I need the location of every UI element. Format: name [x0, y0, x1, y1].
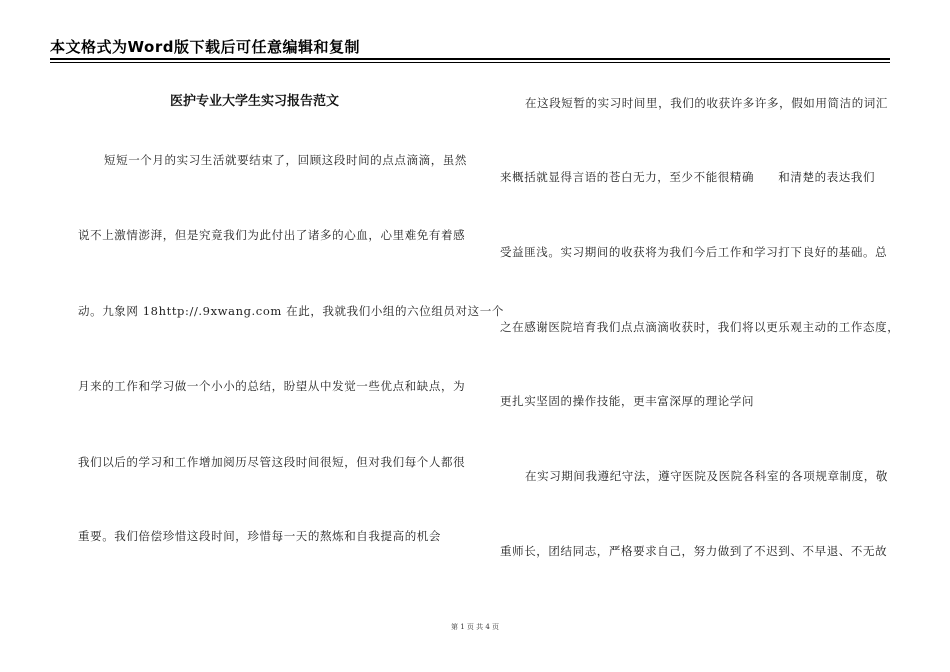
- left-line-6: 重要。我们倍偿珍惜这段时间，珍惜每一天的熬炼和自我提高的机会: [78, 529, 441, 543]
- left-line-3: 动。九象网 18http://.9xwang.com 在此，我就我们小组的六位组员对这一个: [78, 304, 504, 318]
- right-line-7: 重师长，团结同志，严格要求自己，努力做到了不迟到、不早退、不无故: [500, 544, 888, 558]
- right-line-2: 来概括就显得言语的苍白无力，至少不能很精确 和清楚的表达我们: [500, 170, 876, 184]
- page-number: 第 1 页 共 4 页: [450, 623, 500, 631]
- right-line-4: 之在感谢医院培育我们点点滴滴收获时，我们将以更乐观主动的工作态度，: [500, 320, 900, 334]
- right-line-6: 在实习期间我遵纪守法，遵守医院及医院各科室的各项规章制度，敬: [525, 469, 888, 483]
- header-rule: [50, 58, 890, 60]
- document-title: 医护专业大学生实习报告范文: [170, 94, 340, 109]
- left-line-5: 我们以后的学习和工作增加阅历尽管这段时间很短，但对我们每个人都很: [78, 455, 466, 469]
- right-line-1: 在这段短暂的实习时间里，我们的收获许多许多，假如用简洁的词汇: [525, 96, 888, 110]
- left-line-1: 短短一个月的实习生活就要结束了，回顾这段时间的点点滴滴，虽然: [104, 153, 467, 167]
- left-line-4: 月来的工作和学习做一个小小的总结，盼望从中发觉一些优点和缺点，为: [78, 379, 466, 393]
- right-line-3: 受益匪浅。实习期间的收获将为我们今后工作和学习打下良好的基础。总: [500, 245, 888, 259]
- header-rule-thin: [50, 62, 890, 63]
- header-title: 本文格式为Word版下载后可任意编辑和复制: [50, 38, 360, 56]
- right-line-5: 更扎实坚固的操作技能，更丰富深厚的理论学问: [500, 394, 755, 408]
- left-line-2: 说不上激情澎湃，但是究竟我们为此付出了诸多的心血，心里难免有着感: [78, 228, 466, 242]
